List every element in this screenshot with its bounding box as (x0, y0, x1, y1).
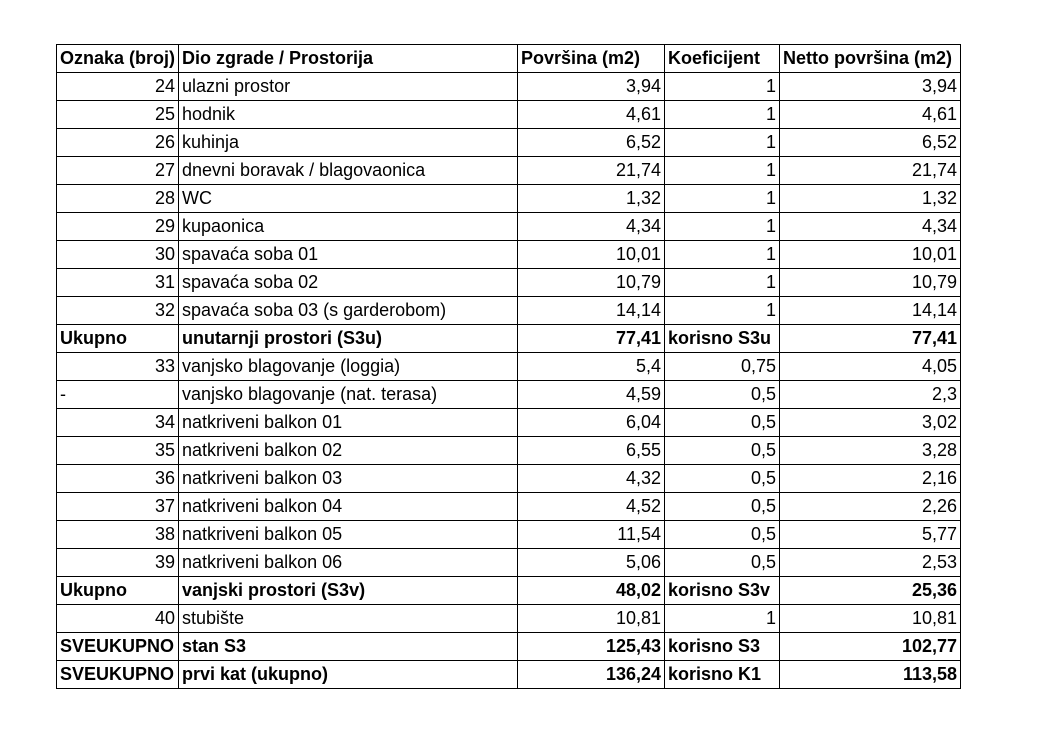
table-row (57, 605, 961, 633)
row-coef-cell: 0,5 (665, 521, 780, 549)
row-id-cell: 24 (57, 73, 179, 101)
row-name-cell: natkriveni balkon 02 (179, 437, 518, 465)
row-coef-cell: korisno K1 (665, 661, 780, 689)
row-coef-cell: 1 (665, 297, 780, 325)
row-net-cell: 5,77 (780, 521, 961, 549)
row-name-cell: kuhinja (179, 129, 518, 157)
row-coef-cell: 1 (665, 213, 780, 241)
row-coef-cell: 0,5 (665, 465, 780, 493)
table-row (57, 73, 961, 101)
row-id-cell: 36 (57, 465, 179, 493)
table-row (57, 101, 961, 129)
row-name-cell: vanjsko blagovanje (nat. terasa) (179, 381, 518, 409)
row-net-cell: 21,74 (780, 157, 961, 185)
row-id-cell: 33 (57, 353, 179, 381)
table-row (57, 353, 961, 381)
row-id-cell: 29 (57, 213, 179, 241)
row-name-cell: WC (179, 185, 518, 213)
row-net-cell: 6,52 (780, 129, 961, 157)
row-area-cell: 4,52 (518, 493, 665, 521)
row-coef-cell: 0,5 (665, 409, 780, 437)
row-net-cell: 4,34 (780, 213, 961, 241)
row-area-cell: 4,59 (518, 381, 665, 409)
row-id-cell: Ukupno (57, 325, 179, 353)
row-name-cell: natkriveni balkon 01 (179, 409, 518, 437)
row-name-cell: natkriveni balkon 03 (179, 465, 518, 493)
row-coef-cell: 1 (665, 73, 780, 101)
row-area-cell: 10,01 (518, 241, 665, 269)
row-name-cell: natkriveni balkon 04 (179, 493, 518, 521)
row-id-cell: 30 (57, 241, 179, 269)
row-id-cell: 27 (57, 157, 179, 185)
row-coef-cell: 0,5 (665, 437, 780, 465)
row-area-cell: 136,24 (518, 661, 665, 689)
table-row (57, 241, 961, 269)
row-coef-cell: korisno S3 (665, 633, 780, 661)
row-net-cell: 1,32 (780, 185, 961, 213)
row-area-cell: 21,74 (518, 157, 665, 185)
row-name-cell: vanjski prostori (S3v) (179, 577, 518, 605)
row-net-cell: 25,36 (780, 577, 961, 605)
table-row (57, 549, 961, 577)
table-row (57, 409, 961, 437)
row-id-cell: 38 (57, 521, 179, 549)
row-net-cell: 3,94 (780, 73, 961, 101)
row-net-cell: 4,61 (780, 101, 961, 129)
row-name-cell: prvi kat (ukupno) (179, 661, 518, 689)
header-koeficijent: Koeficijent (665, 45, 780, 73)
row-coef-cell: 0,5 (665, 549, 780, 577)
row-net-cell: 2,26 (780, 493, 961, 521)
row-id-cell: SVEUKUPNO (57, 661, 179, 689)
row-coef-cell: 1 (665, 129, 780, 157)
row-name-cell: unutarnji prostori (S3u) (179, 325, 518, 353)
row-name-cell: spavaća soba 01 (179, 241, 518, 269)
row-coef-cell: 1 (665, 101, 780, 129)
header-povrsina: Površina (m2) (518, 45, 665, 73)
row-area-cell: 4,61 (518, 101, 665, 129)
summary-row (57, 661, 961, 689)
row-net-cell: 2,53 (780, 549, 961, 577)
row-id-cell: 28 (57, 185, 179, 213)
row-coef-cell: 1 (665, 185, 780, 213)
row-id-cell: 32 (57, 297, 179, 325)
row-net-cell: 10,01 (780, 241, 961, 269)
row-net-cell: 77,41 (780, 325, 961, 353)
row-name-cell: natkriveni balkon 06 (179, 549, 518, 577)
row-area-cell: 77,41 (518, 325, 665, 353)
table-row (57, 129, 961, 157)
row-id-cell: SVEUKUPNO (57, 633, 179, 661)
row-area-cell: 14,14 (518, 297, 665, 325)
row-area-cell: 4,32 (518, 465, 665, 493)
header-row (57, 45, 961, 73)
summary-row (57, 325, 961, 353)
table-row (57, 185, 961, 213)
row-name-cell: stubište (179, 605, 518, 633)
row-name-cell: spavaća soba 03 (s garderobom) (179, 297, 518, 325)
row-area-cell: 5,4 (518, 353, 665, 381)
table-row (57, 437, 961, 465)
row-id-cell: 35 (57, 437, 179, 465)
row-area-cell: 11,54 (518, 521, 665, 549)
row-id-cell: Ukupno (57, 577, 179, 605)
row-coef-cell: 1 (665, 241, 780, 269)
row-net-cell: 2,3 (780, 381, 961, 409)
row-coef-cell: korisno S3v (665, 577, 780, 605)
row-area-cell: 6,04 (518, 409, 665, 437)
row-net-cell: 14,14 (780, 297, 961, 325)
header-oznaka: Oznaka (broj) (57, 45, 179, 73)
row-area-cell: 48,02 (518, 577, 665, 605)
table-body (57, 73, 961, 689)
row-area-cell: 3,94 (518, 73, 665, 101)
row-name-cell: ulazni prostor (179, 73, 518, 101)
row-coef-cell: 1 (665, 157, 780, 185)
area-table (56, 44, 961, 689)
row-name-cell: hodnik (179, 101, 518, 129)
row-area-cell: 10,81 (518, 605, 665, 633)
row-coef-cell: 1 (665, 269, 780, 297)
table-row (57, 465, 961, 493)
row-name-cell: natkriveni balkon 05 (179, 521, 518, 549)
table-row (57, 297, 961, 325)
summary-row (57, 633, 961, 661)
table-row (57, 521, 961, 549)
row-id-cell: 40 (57, 605, 179, 633)
row-area-cell: 6,55 (518, 437, 665, 465)
row-coef-cell: korisno S3u (665, 325, 780, 353)
table-row (57, 269, 961, 297)
row-name-cell: vanjsko blagovanje (loggia) (179, 353, 518, 381)
row-coef-cell: 0,75 (665, 353, 780, 381)
row-id-cell: 26 (57, 129, 179, 157)
row-net-cell: 113,58 (780, 661, 961, 689)
row-net-cell: 102,77 (780, 633, 961, 661)
row-net-cell: 2,16 (780, 465, 961, 493)
row-net-cell: 3,02 (780, 409, 961, 437)
row-area-cell: 10,79 (518, 269, 665, 297)
row-id-cell: 34 (57, 409, 179, 437)
row-name-cell: dnevni boravak / blagovaonica (179, 157, 518, 185)
table-row (57, 213, 961, 241)
row-name-cell: stan S3 (179, 633, 518, 661)
table-row (57, 493, 961, 521)
row-name-cell: kupaonica (179, 213, 518, 241)
row-area-cell: 1,32 (518, 185, 665, 213)
row-area-cell: 4,34 (518, 213, 665, 241)
header-netto-povrsina: Netto površina (m2) (780, 45, 961, 73)
row-id-cell: 25 (57, 101, 179, 129)
row-id-cell: 37 (57, 493, 179, 521)
header-dio-zgrade: Dio zgrade / Prostorija (179, 45, 518, 73)
table-row (57, 381, 961, 409)
row-area-cell: 6,52 (518, 129, 665, 157)
row-coef-cell: 1 (665, 605, 780, 633)
row-net-cell: 10,79 (780, 269, 961, 297)
summary-row (57, 577, 961, 605)
row-net-cell: 4,05 (780, 353, 961, 381)
row-area-cell: 5,06 (518, 549, 665, 577)
row-net-cell: 3,28 (780, 437, 961, 465)
row-coef-cell: 0,5 (665, 493, 780, 521)
row-id-cell: 31 (57, 269, 179, 297)
row-id-cell: - (57, 381, 179, 409)
row-id-cell: 39 (57, 549, 179, 577)
row-name-cell: spavaća soba 02 (179, 269, 518, 297)
row-net-cell: 10,81 (780, 605, 961, 633)
row-area-cell: 125,43 (518, 633, 665, 661)
row-coef-cell: 0,5 (665, 381, 780, 409)
table-row (57, 157, 961, 185)
